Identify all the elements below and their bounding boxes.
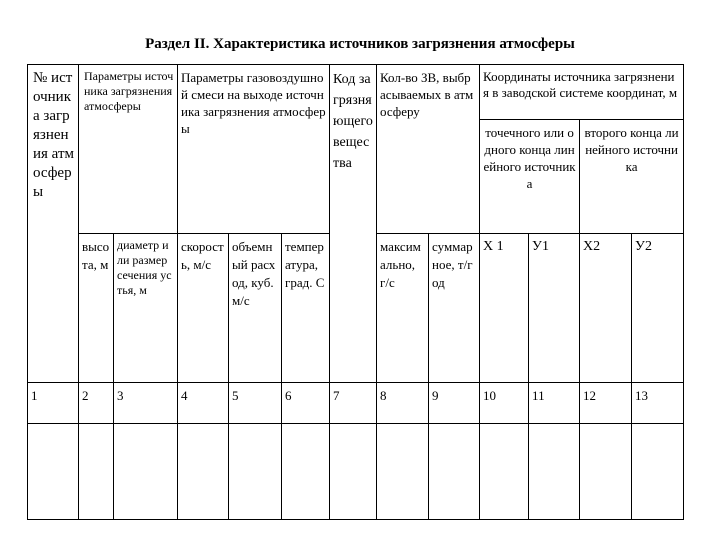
header-total-emission: суммарное, т/год <box>429 234 480 383</box>
table-cell <box>229 424 282 520</box>
header-row-1 <box>28 65 684 120</box>
emission-sources-table <box>27 64 684 520</box>
header-x1: Х 1 <box>480 234 529 383</box>
table-cell <box>632 424 684 520</box>
header-source-no: № источника загрязнения атмосферы <box>28 65 79 383</box>
column-number: 9 <box>429 383 480 424</box>
column-number: 5 <box>229 383 282 424</box>
column-number: 2 <box>79 383 114 424</box>
header-temperature: температура, град. С <box>282 234 330 383</box>
table-cell <box>28 424 79 520</box>
table-cell <box>377 424 429 520</box>
column-number: 13 <box>632 383 684 424</box>
header-max-emission: максимально, г/с <box>377 234 429 383</box>
column-number: 8 <box>377 383 429 424</box>
column-number: 6 <box>282 383 330 424</box>
table-cell <box>282 424 330 520</box>
column-number: 3 <box>114 383 178 424</box>
column-number: 10 <box>480 383 529 424</box>
column-number: 7 <box>330 383 377 424</box>
header-height: высота, м <box>79 234 114 383</box>
header-gas-params: Параметры газовоздушной смеси на выходе источника загрязнения атмосферы <box>178 65 330 234</box>
header-coords: Координаты источника загрязнения в заводской системе координат, м <box>480 65 684 120</box>
column-number: 11 <box>529 383 580 424</box>
header-substance-code: Код загрязняющего вещества <box>330 65 377 383</box>
header-point-source: точечного или одного конца линейного источника <box>480 120 580 234</box>
header-source-params: Параметры источника загрязнения атмосферы <box>79 65 178 234</box>
table-cell <box>580 424 632 520</box>
table-cell <box>114 424 178 520</box>
column-number: 12 <box>580 383 632 424</box>
header-volume: объемный расход, куб. м/с <box>229 234 282 383</box>
empty-data-row <box>28 424 684 520</box>
section-title: Раздел II. Характеристика источников загрязнения атмосферы <box>145 36 575 52</box>
table-cell <box>429 424 480 520</box>
table-cell <box>79 424 114 520</box>
table-cell <box>178 424 229 520</box>
header-y2: У2 <box>632 234 684 383</box>
column-number: 1 <box>28 383 79 424</box>
header-x2: Х2 <box>580 234 632 383</box>
table-cell <box>330 424 377 520</box>
header-diameter: диаметр или размер сечения устья, м <box>114 234 178 383</box>
header-y1: У1 <box>529 234 580 383</box>
table-cell <box>529 424 580 520</box>
column-number: 4 <box>178 383 229 424</box>
column-number-row <box>28 383 684 424</box>
header-speed: скорость, м/с <box>178 234 229 383</box>
table-cell <box>480 424 529 520</box>
header-second-end: второго конца линейного источника <box>580 120 684 234</box>
header-emission-qty: Кол-во ЗВ, выбрасываемых в атмосферу <box>377 65 480 234</box>
